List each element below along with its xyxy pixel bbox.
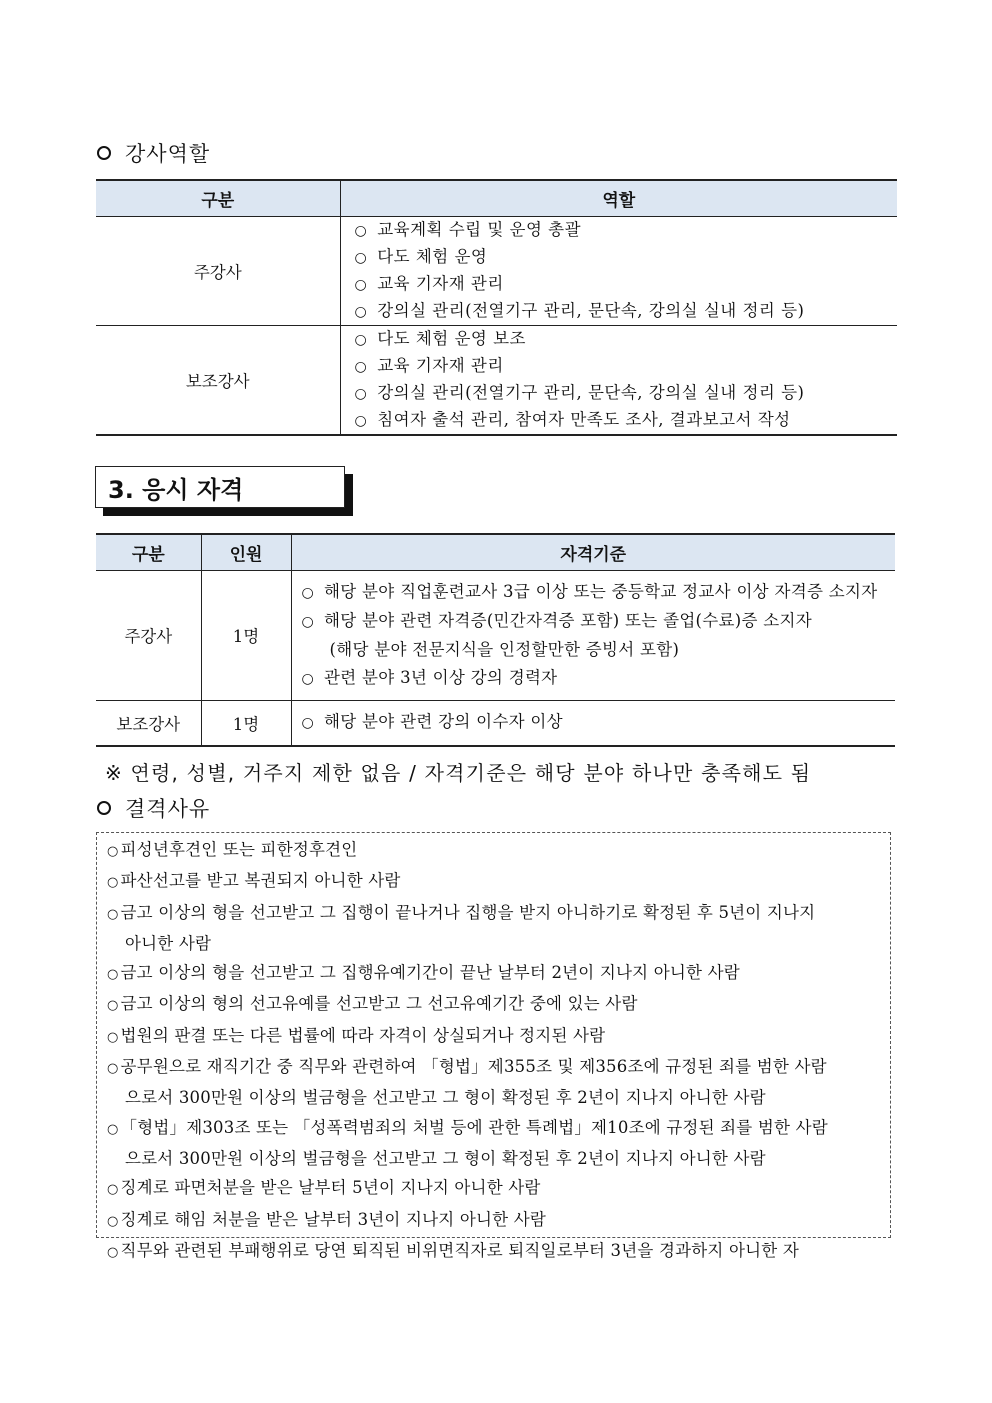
row-count: 1명 [201, 700, 291, 746]
circle-bullet-icon [97, 146, 111, 160]
table-row [96, 325, 897, 435]
circle-bullet-icon: ○ [301, 613, 315, 630]
circle-bullet-icon: ○ [107, 1121, 119, 1137]
disqualification-text-cont: 아니한 사람 [125, 933, 212, 953]
list-item: ○ 침여자 출석 관리, 참여자 만족도 조사, 결과보고서 작성 [355, 407, 898, 434]
table-row [96, 570, 895, 700]
list-item [107, 835, 880, 866]
disqualification-text-cont: 으로서 300만원 이상의 벌금형을 선고받고 그 형이 확정된 후 2년이 지나지 아니한 사람 [125, 1088, 766, 1108]
circle-bullet-icon: ○ [107, 1029, 119, 1045]
qualification-table-header [96, 534, 895, 570]
disqualification-text: 「형법」제303조 또는 「성폭력범죄의 처벌 등에 관한 특례법」제10조에 규정된 죄를 범한 사람 [120, 1117, 828, 1137]
disqualification-text: 공무원으로 재직기간 중 직무와 관련하여 「형법」제355조 및 제356조에 규정된 죄를 범한 사람 [120, 1057, 827, 1077]
col-header-role: 역할 [340, 180, 897, 216]
list-item [107, 1052, 880, 1113]
row-category: 보조강사 [96, 700, 201, 746]
list-item [107, 958, 880, 989]
qualification-table [96, 533, 895, 747]
list-item [107, 1113, 880, 1174]
circle-bullet-icon: ○ [107, 1061, 119, 1077]
criteria-text: 해당 분야 직업훈련교사 3급 이상 또는 중등학교 정교사 이상 자격증 소지자 [324, 581, 878, 601]
table-row [96, 216, 897, 325]
list-item: ○ 다도 체험 운영 보조 [355, 326, 898, 353]
list-item [302, 664, 896, 693]
list-item: ○ 강의실 관리(전열기구 관리, 문단속, 강의실 실내 정리 등) [355, 380, 898, 407]
list-item: ○ 교육 기자재 관리 [355, 271, 898, 298]
row-category: 주강사 [96, 216, 340, 325]
disqualification-text: 징계로 해임 처분을 받은 날부터 3년이 지나지 아니한 사람 [120, 1209, 547, 1229]
criteria-note: (해당 분야 전문지식을 인정할만한 증빙서 포함) [329, 639, 680, 659]
criteria-text: 관련 분야 3년 이상 강의 경력자 [324, 667, 558, 687]
disqualification-section-heading [95, 793, 210, 823]
circle-bullet-icon: ○ [107, 967, 119, 983]
circle-bullet-icon: ○ [301, 670, 315, 687]
disqualification-text-cont: 으로서 300만원 이상의 벌금형을 선고받고 그 형이 확정된 후 2년이 지나지 아니한 사람 [125, 1148, 766, 1168]
col-header-count: 인원 [201, 534, 291, 570]
list-item: ○ 교육계획 수립 및 운영 총괄 [355, 217, 898, 244]
circle-bullet-icon: ○ [107, 906, 119, 922]
list-item [107, 1021, 880, 1052]
disqualification-heading-text: 결격사유 [125, 797, 211, 821]
circle-bullet-icon: ○ [301, 584, 315, 601]
criteria-text: 해당 분야 관련 강의 이수자 이상 [324, 712, 563, 732]
row-category: 주강사 [96, 570, 201, 700]
disqualification-text: 파산선고를 받고 복권되지 아니한 사람 [120, 871, 401, 891]
list-item [107, 1173, 880, 1204]
list-item [107, 898, 880, 959]
disqualification-text: 금고 이상의 형의 선고유예를 선고받고 그 선고유예기간 중에 있는 사람 [120, 994, 638, 1014]
list-item [302, 708, 896, 737]
circle-bullet-icon [97, 801, 111, 815]
roles-heading-text: 강사역할 [125, 142, 211, 166]
list-item [107, 866, 880, 897]
list-item [302, 607, 896, 636]
circle-bullet-icon: ○ [107, 998, 119, 1014]
circle-bullet-icon: ○ [107, 1213, 119, 1229]
row-category: 보조강사 [96, 325, 340, 435]
disqualification-text: 피성년후견인 또는 피한정후견인 [120, 840, 358, 859]
list-item [302, 578, 896, 607]
col-header-category: 구분 [96, 180, 340, 216]
criteria-text: 해당 분야 관련 자격증(민간자격증 포함) 또는 졸업(수료)증 소지자 [324, 610, 813, 630]
list-item: ○ 다도 체험 운영 [355, 244, 898, 271]
col-header-criteria: 자격기준 [291, 534, 895, 570]
row-roles [340, 216, 897, 325]
list-item: ○ 교육 기자재 관리 [355, 353, 898, 380]
qualification-title: 3. 응시 자격 [108, 475, 244, 504]
row-criteria [291, 570, 895, 700]
circle-bullet-icon: ○ [107, 1182, 119, 1198]
disqualification-text: 직무와 관련된 부패행위로 당연 퇴직된 비위면직자로 퇴직일로부터 3년을 경과하지 아니한 자 [120, 1240, 799, 1260]
disqualification-text: 금고 이상의 형을 선고받고 그 집행유예기간이 끝난 날부터 2년이 지나지 아니한 사람 [120, 963, 740, 983]
row-criteria [291, 700, 895, 746]
disqualification-text: 법원의 판결 또는 다른 법률에 따라 자격이 상실되거나 정지된 사람 [120, 1025, 606, 1045]
roles-table-header [96, 180, 897, 216]
list-item [107, 989, 880, 1020]
list-item: ○ 강의실 관리(전열기구 관리, 문단속, 강의실 실내 정리 등) [355, 298, 898, 325]
roles-table [96, 179, 897, 436]
disqualification-text: 징계로 파면처분을 받은 날부터 5년이 지나지 아니한 사람 [120, 1178, 541, 1198]
circle-bullet-icon: ○ [107, 1244, 119, 1260]
roles-section-heading [95, 138, 210, 168]
row-count: 1명 [201, 570, 291, 700]
circle-bullet-icon: ○ [107, 844, 119, 859]
disqualification-box [96, 832, 891, 1260]
circle-bullet-icon: ○ [301, 715, 315, 732]
list-item [107, 1205, 880, 1236]
row-roles [340, 325, 897, 435]
disqualification-text: 금고 이상의 형을 선고받고 그 집행이 끝나거나 집행을 받지 아니하기로 확정된 후 5년이 지나지 [120, 902, 816, 922]
circle-bullet-icon: ○ [107, 875, 119, 891]
table-row [96, 700, 895, 746]
qualification-note: ※ 연령, 성별, 거주지 제한 없음 / 자격기준은 해당 분야 하나만 충족해도 됨 [105, 761, 812, 785]
col-header-category: 구분 [96, 534, 201, 570]
qualification-title-banner [95, 466, 345, 508]
list-item [107, 1236, 880, 1267]
